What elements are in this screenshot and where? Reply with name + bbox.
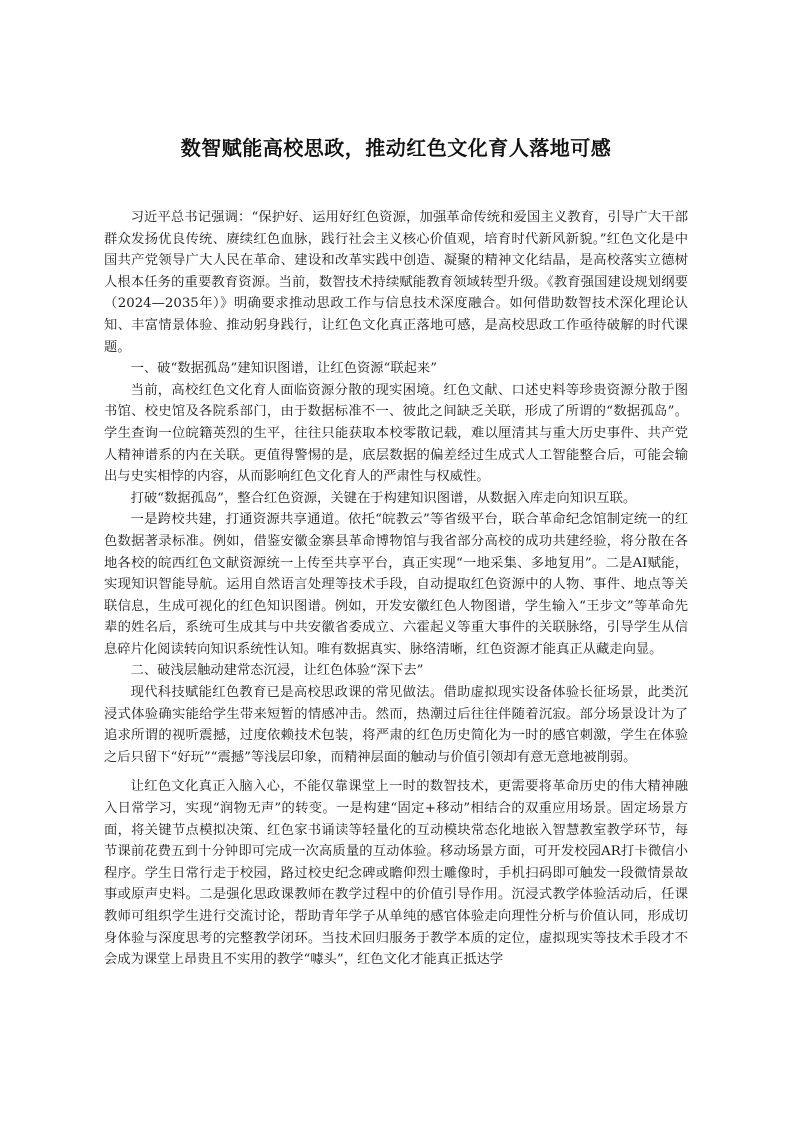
document-body — [104, 207, 688, 971]
section-heading-1: 一、破“数据孤岛”建知识图谱，让红色资源“联起来” — [130, 361, 438, 377]
paragraph: 现代科技赋能红色教育已是高校思政课的常见做法。借助虚拟现实设备体验长征场景，此类沉浸式体验确实能给学生带来短暂的情感冲击。然而，热潮过后往往伴随着沉寂。部分场景设计为了追求所谓的视听震撼，过度依赖技术包装，将严肃的红色历史简化为一时的感官刺激，学生在体验之后只留下“好玩”“震撼”等浅层印象，而精神层面的触动与价值引领却有意无意地被削弱。 — [104, 685, 688, 765]
section-heading-2: 二、破浅层触动建常态沉浸，让红色体验“深下去” — [130, 663, 424, 679]
paragraph-intro: 习近平总书记强调：“保护好、运用好红色资源，加强革命传统和爱国主义教育，引导广大干部群众发扬优良传统、赓续红色血脉，践行社会主义核心价值观，培育时代新风新貌。”红色文化是中国共产党领导广大人民在革命、建设和改革实践中创造、凝聚的精神文化结晶，是高校落实立德树人根本任务的重要教育资源。当前，数智技术持续赋能教育领域转型升级。《教育强国建设规划纲要（2024—2035年）》明确要求推动思政工作与信息技术深度融合。如何借助数智技术深化理论认知、丰富情景体验、推动躬身践行，让红色文化真正落地可感，是高校思政工作亟待破解的时代课题。 — [104, 210, 688, 355]
paragraph: 让红色文化真正入脑入心，不能仅靠课堂上一时的数智技术，更需要将革命历史的伟大精神融入日常学习，实现“润物无声”的转变。一是构建“固定+移动”相结合的双重应用场景。固定场景方面，将关键节点模拟决策、红色家书诵读等轻量化的互动模块常态化地嵌入智慧教室教学环节，每节课前花费五到十分钟即可完成一次高质量的互动体验。移动场景方面，可开发校园AR打卡微信小程序。学生日常行走于校园，路过校史纪念碑或瞻仰烈士雕像时，手机扫码即可触发一段微情景故事或原声史料。二是强化思政课教师在教学过程中的价值引导作用。沉浸式教学体验活动后，任课教师可组织学生进行交流讨论，帮助青年学子从单纯的感官体验走向理性分析与价值认同，形成切身体验与深度思考的完整教学闭环。当技术回归服务于教学本质的定位，虚拟现实等技术手段才不会成为课堂上昂贵且不实用的教学“噱头”，红色文化才能真正抵达学 — [104, 779, 688, 968]
paragraph: 当前，高校红色文化育人面临资源分散的现实困境。红色文献、口述史料等珍贵资源分散于图书馆、校史馆及各院系部门，由于数据标准不一、彼此之间缺乏关联，形成了所谓的“数据孤岛”。学生查询一位皖籍英烈的生平，往往只能获取本校零散记载，难以厘清其与重大历史事件、共产党人精神谱系的内在关联。更值得警惕的是，底层数据的偏差经过生成式人工智能整合后，可能会输出与史实相悖的内容，从而影响红色文化育人的严肃性与权威性。 — [104, 382, 688, 485]
paragraph: 打破“数据孤岛”，整合红色资源，关键在于构建知识图谱，从数据入库走向知识互联。 — [130, 490, 637, 506]
document-title: 数智赋能高校思政，推动红色文化育人落地可感 — [180, 136, 612, 160]
paragraph: 一是跨校共建，打通资源共享通道。依托“皖教云”等省级平台，联合革命纪念馆制定统一的红色数据著录标准。例如，借鉴安徽金寨县革命博物馆与我省部分高校的成功共建经验，将分散在各地各校的皖西红色文献资源统一上传至共享平台，真正实现“一地采集、多地复用”。二是AI赋能，实现知识智能导航。运用自然语言处理等技术手段，自动提取红色资源中的人物、事件、地点等关联信息，生成可视化的红色知识图谱。例如，开发安徽红色人物图谱，学生输入“王步文”等革命先辈的姓名后，系统可生成其与中共安徽省委成立、六霍起义等重大事件的关联脉络，引导学生从信息碎片化阅读转向知识系统性认知。唯有数据真实、脉络清晰，红色资源才能真正从藏走向显。 — [104, 512, 688, 657]
